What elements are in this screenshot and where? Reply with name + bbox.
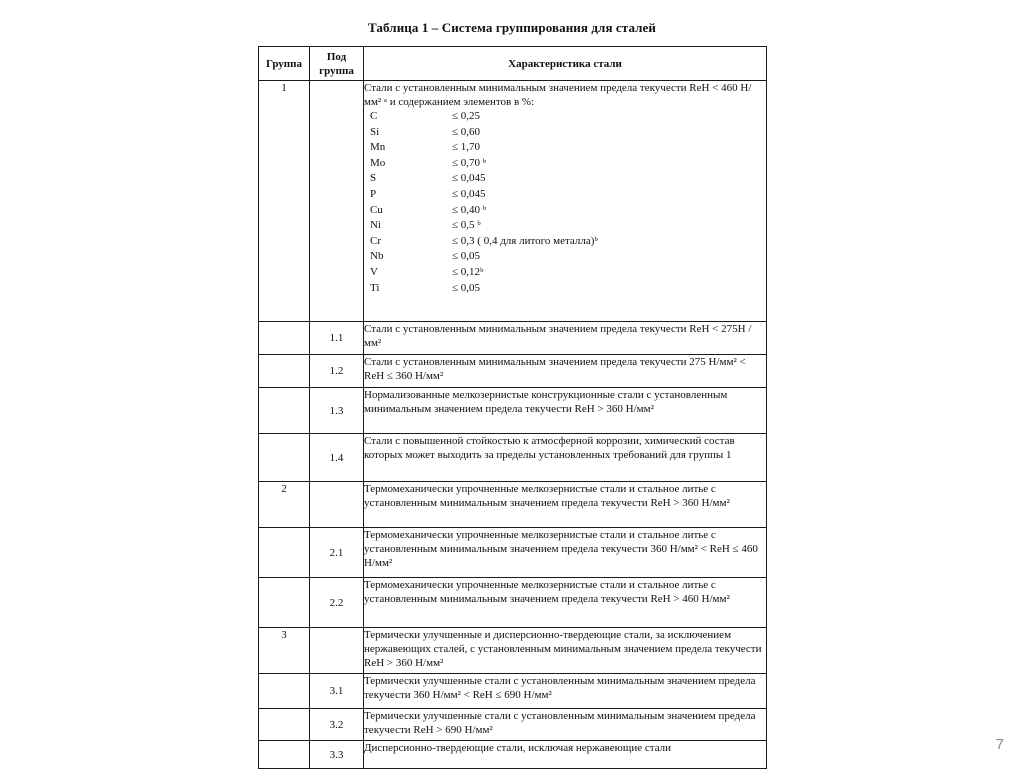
element-symbol: Cr (370, 234, 381, 247)
group-cell (259, 434, 310, 482)
subgroup-cell (310, 482, 364, 528)
group-cell (259, 322, 310, 355)
header-characteristic: Характеристика стали (364, 47, 767, 81)
element-symbol: P (370, 187, 377, 200)
group-cell (259, 741, 310, 769)
element-row (364, 249, 766, 265)
page-number: 7 (995, 736, 1004, 753)
characteristic-cell: Стали с установленным минимальным значением предела текучести ReH < 275Н /мм² (364, 322, 767, 355)
subgroup-cell: 3.2 (310, 709, 364, 741)
subgroup-cell: 1.1 (310, 322, 364, 355)
element-row (364, 203, 766, 219)
element-row (364, 109, 766, 125)
table-row (259, 741, 767, 769)
element-row (364, 125, 766, 141)
characteristic-cell: Термически улучшенные и дисперсионно-твердеющие стали, за исключением нержавеющих сталей, с установленным минимальным значением предела текучести ReH > 360 Н/мм² (364, 628, 767, 674)
header-row (259, 47, 767, 81)
characteristic-cell: Дисперсионно-твердеющие стали, исключая нержавеющие стали (364, 741, 767, 769)
subgroup-cell: 2.2 (310, 578, 364, 628)
group-cell (259, 528, 310, 578)
header-group: Группа (259, 47, 310, 81)
element-symbol: Cu (370, 203, 383, 216)
steel-grouping-table (258, 46, 767, 769)
element-symbol: V (370, 265, 378, 278)
element-symbol: Mn (370, 141, 386, 154)
element-limit: ≤ 0,05 (452, 281, 481, 294)
characteristic-cell: Термически улучшенные стали с установленным минимальным значением предела текучести ReH > 690 Н/мм² (364, 709, 767, 741)
element-symbol: Si (370, 125, 380, 138)
element-row (364, 171, 766, 187)
group-cell (259, 674, 310, 709)
group-cell (259, 578, 310, 628)
element-row (364, 156, 766, 172)
element-symbol: Nb (370, 250, 384, 263)
table-row (259, 355, 767, 388)
element-limit: ≤ 0,045 (452, 172, 486, 185)
table-row (259, 434, 767, 482)
subgroup-cell: 1.4 (310, 434, 364, 482)
element-symbol: Mo (370, 156, 386, 169)
element-row (364, 265, 766, 281)
element-symbol: C (370, 110, 378, 122)
element-limit: ≤ 0,05 (452, 250, 481, 263)
element-limit: ≤ 0,25 (452, 110, 481, 122)
characteristic-cell: Термически улучшенные стали с установленным минимальным значением предела текучести 360 Н/мм² < ReH ≤ 690 Н/мм² (364, 674, 767, 709)
header-subgroup: Под группа (310, 47, 364, 81)
element-symbol: Ni (370, 219, 381, 232)
element-row (364, 234, 766, 250)
subgroup-cell: 1.2 (310, 355, 364, 388)
element-row (364, 140, 766, 156)
table-row (259, 628, 767, 674)
table-row (259, 674, 767, 709)
element-limit: ≤ 0,045 (452, 187, 486, 200)
characteristic-cell (364, 81, 767, 322)
element-symbol: Ti (370, 281, 380, 294)
subgroup-cell: 1.3 (310, 388, 364, 434)
group-cell (259, 388, 310, 434)
subgroup-cell (310, 628, 364, 674)
table-row-group-1 (259, 81, 767, 322)
subgroup-cell (310, 81, 364, 322)
element-row (364, 218, 766, 234)
element-limit: ≤ 0,3 ( 0,4 для литого металла)ᵇ (452, 234, 598, 247)
group-1-intro: Стали с установленным минимальным значением предела текучести ReH < 460 Н/мм² ᵃ и содержанием элементов в %: (364, 82, 752, 108)
element-limit: ≤ 0,70 ᵇ (452, 156, 487, 169)
group-cell (259, 709, 310, 741)
table-row (259, 578, 767, 628)
subgroup-cell: 3.3 (310, 741, 364, 769)
element-limit: ≤ 0,40 ᵇ (452, 203, 487, 216)
element-limit: ≤ 0,5 ᵇ (452, 219, 481, 232)
table-row (259, 388, 767, 434)
characteristic-cell: Стали с установленным минимальным значением предела текучести 275 Н/мм² < ReH ≤ 360 Н/мм² (364, 355, 767, 388)
subgroup-cell: 3.1 (310, 674, 364, 709)
characteristic-cell: Термомеханически упрочненные мелкозернистые стали и стальное литье с установленным минимальным значением предела текучести ReH > 460 Н/мм² (364, 578, 767, 628)
characteristic-cell: Нормализованные мелкозернистые конструкционные стали с установленным минимальным значением предела текучести ReH > 360 Н/мм² (364, 388, 767, 434)
group-cell: 2 (259, 482, 310, 528)
table-row (259, 528, 767, 578)
element-row (364, 187, 766, 203)
element-row (364, 281, 766, 297)
characteristic-cell: Стали с повышенной стойкостью к атмосферной коррозии, химический состав которых может выходить за пределы установленных требований для группы 1 (364, 434, 767, 482)
group-cell: 1 (259, 81, 310, 322)
element-limit: ≤ 0,60 (452, 125, 481, 138)
group-cell: 3 (259, 628, 310, 674)
element-limit: ≤ 1,70 (452, 141, 481, 154)
group-cell (259, 355, 310, 388)
characteristic-cell: Термомеханически упрочненные мелкозернистые стали и стальное литье с установленным минимальным значением предела текучести 360 Н/мм² < ReH ≤ 460 Н/мм² (364, 528, 767, 578)
table-row (259, 322, 767, 355)
subgroup-cell: 2.1 (310, 528, 364, 578)
table-title: Таблица 1 – Система группирования для сталей (367, 20, 657, 35)
table-row (259, 709, 767, 741)
characteristic-cell: Термомеханически упрочненные мелкозернистые стали и стальное литье с установленным минимальным значением предела текучести ReH > 360 Н/мм² (364, 482, 767, 528)
element-limit: ≤ 0,12ᵇ (452, 265, 484, 278)
element-symbol: S (370, 172, 377, 185)
table-row (259, 482, 767, 528)
